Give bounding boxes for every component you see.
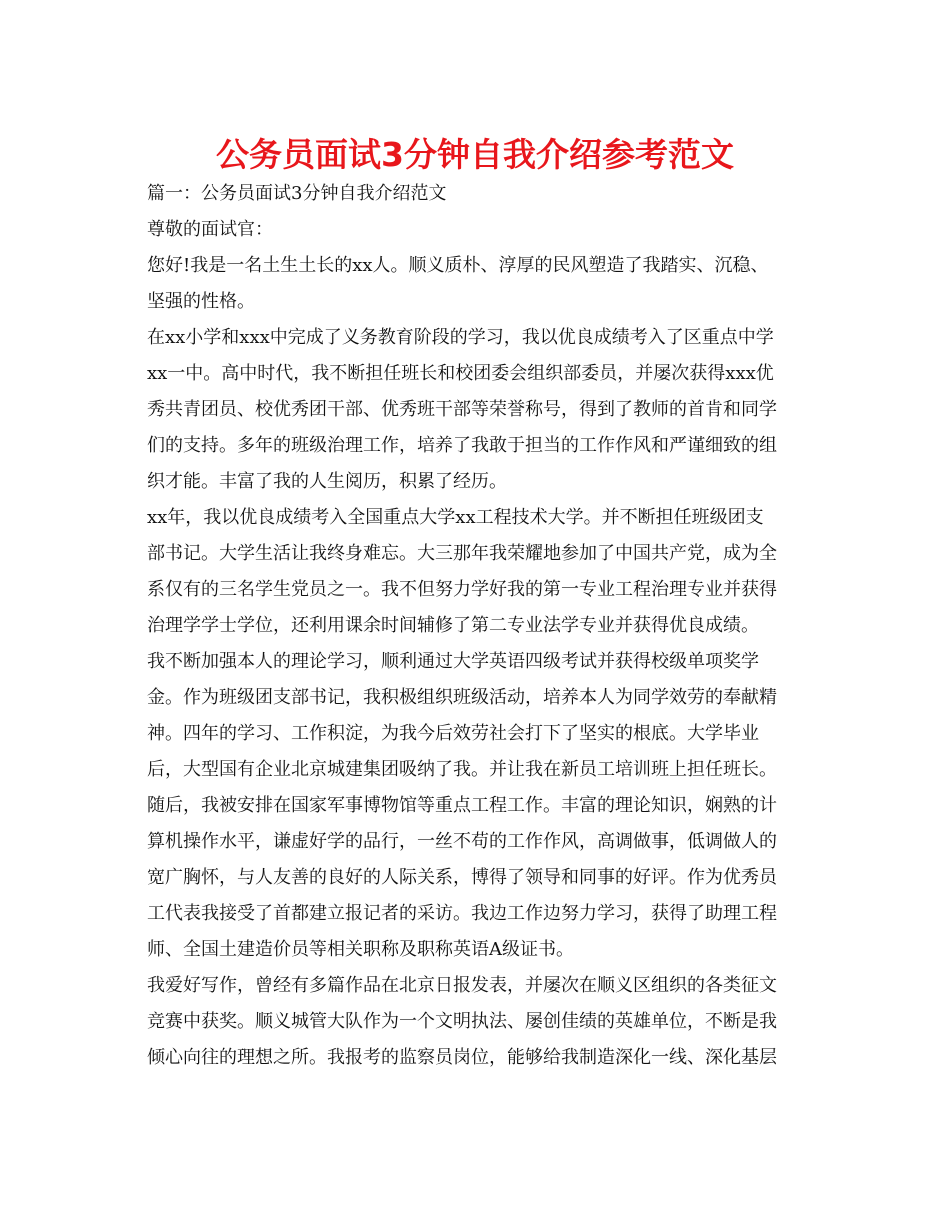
paragraph-line: 您好!我是一名土生土长的xx人。顺义质朴、淳厚的民风塑造了我踏实、沉稳、 <box>147 255 769 276</box>
paragraph-line: 宽广胸怀，与人友善的良好的人际关系，博得了领导和同事的好评。作为优秀员 <box>147 867 777 888</box>
paragraph-line: 算机操作水平，谦虚好学的品行，一丝不苟的工作作风，高调做事，低调做人的 <box>147 831 777 852</box>
paragraph-line: 治理学学士学位，还利用课余时间辅修了第二专业法学专业并获得优良成绩。 <box>147 615 759 636</box>
paragraph-line: 在xx小学和xxx中完成了义务教育阶段的学习，我以优良成绩考入了区重点中学 <box>147 327 774 348</box>
paragraph-line: 师、全国土建造价员等相关职称及职称英语A级证书。 <box>147 939 574 960</box>
paragraph-line: 部书记。大学生活让我终身难忘。大三那年我荣耀地参加了中国共产党，成为全 <box>147 543 777 564</box>
paragraph-line: 倾心向往的理想之所。我报考的监察员岗位，能够给我制造深化一线、深化基层 <box>147 1047 777 1068</box>
paragraph-line: 尊敬的面试官： <box>147 219 273 240</box>
paragraph-line: 篇一：公务员面试3分钟自我介绍范文 <box>147 183 447 204</box>
paragraph-line: 系仅有的三名学生党员之一。我不但努力学好我的第一专业工程治理专业并获得 <box>147 579 777 600</box>
document-body <box>147 176 807 1076</box>
paragraph-line: xx一中。高中时代，我不断担任班长和校团委会组织部委员，并屡次获得xxx优 <box>147 363 774 384</box>
paragraph-line: 我不断加强本人的理论学习，顺利通过大学英语四级考试并获得校级单项奖学 <box>147 651 759 672</box>
paragraph-line: 们的支持。多年的班级治理工作，培养了我敢于担当的工作作风和严谨细致的组 <box>147 435 777 456</box>
paragraph-line: 秀共青团员、校优秀团干部、优秀班干部等荣誉称号，得到了教师的首肯和同学 <box>147 399 777 420</box>
paragraph-line: 我爱好写作，曾经有多篇作品在北京日报发表，并屡次在顺义区组织的各类征文 <box>147 975 777 996</box>
paragraph-line: 织才能。丰富了我的人生阅历，积累了经历。 <box>147 471 507 492</box>
paragraph-line: 后，大型国有企业北京城建集团吸纳了我。并让我在新员工培训班上担任班长。 <box>147 759 777 780</box>
document-title: 公务员面试3分钟自我介绍参考范文 <box>216 135 734 174</box>
paragraph-line: 坚强的性格。 <box>147 291 255 312</box>
paragraph-line: 竞赛中获奖。顺义城管大队作为一个文明执法、屡创佳绩的英雄单位，不断是我 <box>147 1011 777 1032</box>
paragraph-line: 工代表我接受了首都建立报记者的采访。我边工作边努力学习，获得了助理工程 <box>147 903 777 924</box>
paragraph-line: 金。作为班级团支部书记，我积极组织班级活动，培养本人为同学效劳的奉献精 <box>147 687 777 708</box>
paragraph-line: xx年，我以优良成绩考入全国重点大学xx工程技术大学。并不断担任班级团支 <box>147 507 764 528</box>
paragraph-line: 随后，我被安排在国家军事博物馆等重点工程工作。丰富的理论知识，娴熟的计 <box>147 795 777 816</box>
paragraph-line: 神。四年的学习、工作积淀，为我今后效劳社会打下了坚实的根底。大学毕业 <box>147 723 759 744</box>
